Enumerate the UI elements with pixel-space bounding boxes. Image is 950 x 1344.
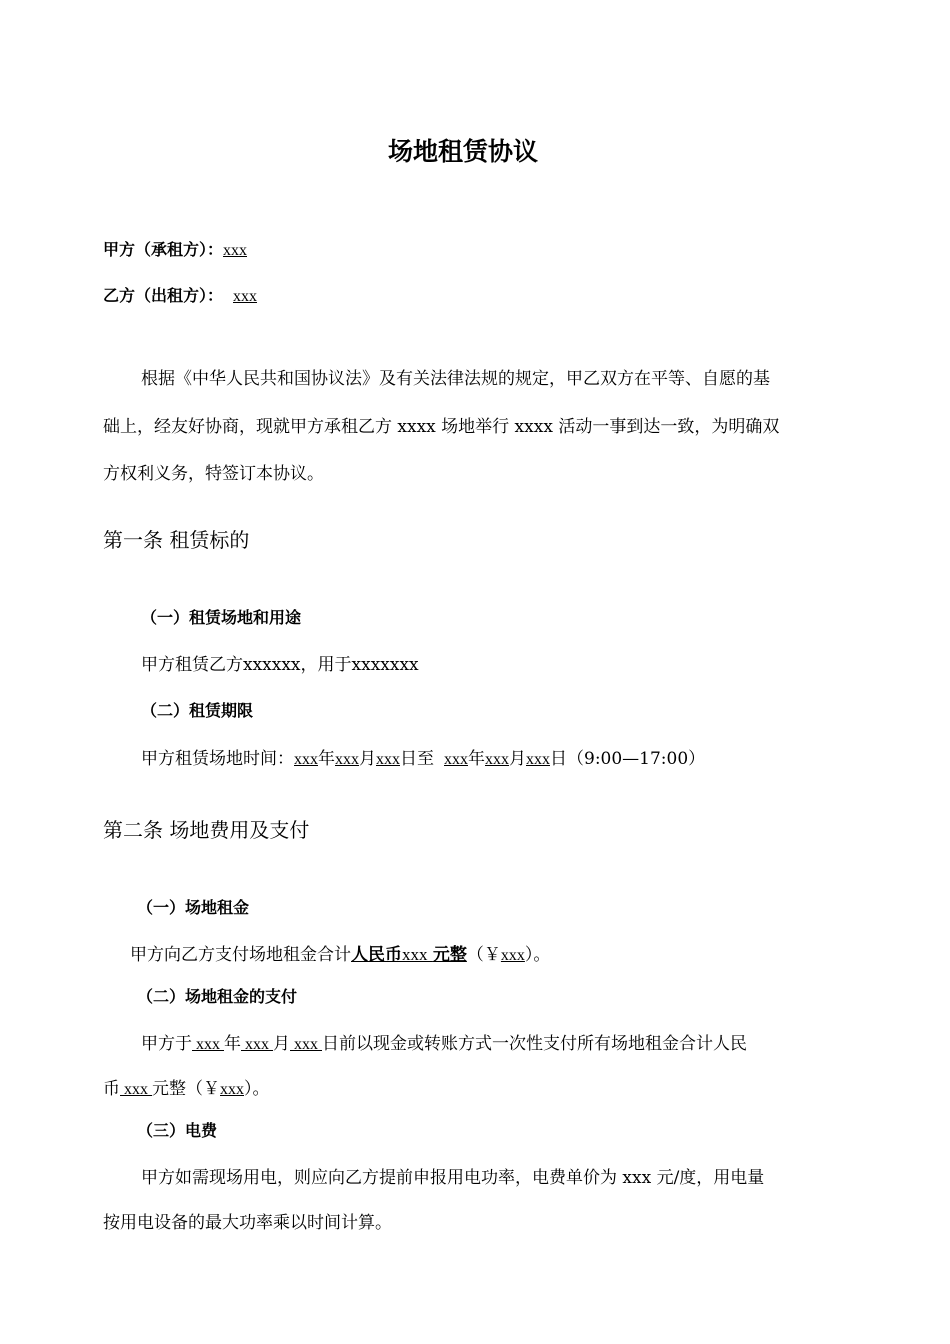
article-1-section-1-heading: （一）租赁场地和用途 [141, 608, 302, 627]
rent-amount-figure: xxx [500, 947, 525, 964]
day-to-char: 日至 [400, 749, 434, 769]
payment-line-1 [141, 1029, 747, 1054]
payment-line-2 [103, 1074, 270, 1099]
electricity-line-2: 按用电设备的最大功率乘以时间计算。 [103, 1213, 392, 1233]
month-char: 月 [359, 749, 376, 769]
intro-line-3: 方权利义务，特签订本协议。 [103, 464, 324, 484]
month-char: 月 [509, 749, 526, 769]
paren-close: ）。 [244, 1079, 270, 1099]
party-a [103, 237, 247, 260]
rent-total-line [130, 940, 550, 965]
intro-line-1: 根据《中华人民共和国协议法》及有关法律法规的规定，甲乙双方在平等、自愿的基 [141, 369, 770, 389]
year-char: 年 [318, 749, 335, 769]
year-char: 年 [468, 749, 485, 769]
end-month: xxx [485, 751, 509, 768]
start-day: xxx [376, 751, 400, 768]
year-char: 年 [224, 1034, 241, 1054]
start-month: xxx [335, 751, 359, 768]
payment-day: xxx [290, 1036, 322, 1053]
yuan-text: 元整（￥ [152, 1079, 220, 1099]
payment-amount-figure: xxx [220, 1081, 244, 1098]
payment-prefix: 甲方于 [141, 1034, 192, 1054]
start-year: xxx [294, 751, 318, 768]
article-2-heading: 第二条 场地费用及支付 [103, 818, 310, 842]
article-2-section-3-heading: （三）电费 [137, 1121, 218, 1140]
payment-year: xxx [192, 1036, 224, 1053]
rmb-label: 人民币 [351, 945, 402, 965]
month-char: 月 [273, 1034, 290, 1054]
end-year: xxx [444, 751, 468, 768]
paren-open: （￥ [466, 945, 501, 965]
yuan-label: 元整 [432, 945, 467, 965]
article-1-section-1-text: 甲方租赁乙方xxxxxx，用于xxxxxxx [141, 655, 419, 675]
payment-month: xxx [241, 1036, 273, 1053]
article-2-section-1-heading: （一）场地租金 [137, 898, 250, 917]
article-1-section-2-heading: （二）租赁期限 [141, 701, 254, 720]
intro-line-2: 础上，经友好协商，现就甲方承租乙方 xxxx 场地举行 xxxx 活动一事到达一致，为明确双 [103, 417, 780, 437]
lease-period-label: 甲方租赁场地时间： [141, 749, 294, 769]
electricity-line-1: 甲方如需现场用电，则应向乙方提前申报用电功率，电费单价为 xxx 元/度，用电量 [141, 1168, 765, 1188]
party-a-label: 甲方（承租方）： [103, 240, 224, 259]
article-1-heading: 第一条 租赁标的 [103, 528, 250, 552]
day-hours-text: 日（9:00—17:00） [550, 749, 706, 769]
document-title: 场地租赁协议 [388, 137, 539, 166]
end-day: xxx [526, 751, 550, 768]
party-b-value: xxx [233, 288, 258, 305]
payment-text: 日前以现金或转账方式一次性支付所有场地租金合计人民 [322, 1034, 747, 1054]
lease-period-line [141, 744, 705, 769]
payment-amount: xxx [120, 1081, 152, 1098]
rent-total-label: 甲方向乙方支付场地租金合计 [130, 945, 351, 965]
party-a-value: xxx [223, 242, 248, 259]
party-b-label: 乙方（出租方）： [103, 286, 224, 305]
rent-amount: xxx [402, 945, 428, 964]
paren-close: ）。 [524, 945, 551, 965]
currency-char: 币 [103, 1079, 120, 1099]
article-2-section-2-heading: （二）场地租金的支付 [137, 987, 298, 1006]
party-b [103, 283, 257, 306]
